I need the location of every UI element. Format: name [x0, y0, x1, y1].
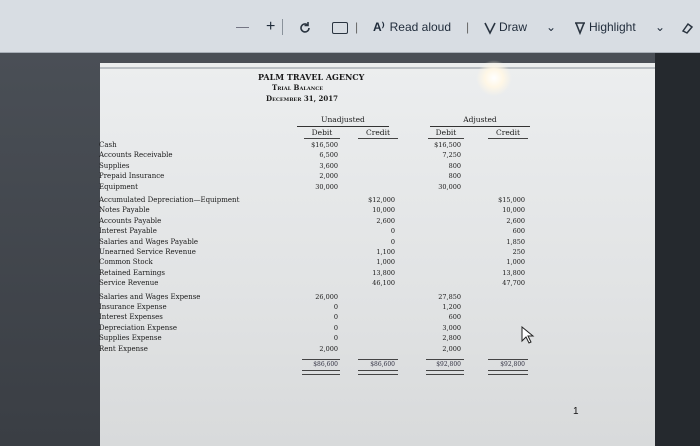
read-aloud-label: Read aloud [389, 20, 452, 34]
amount-cell: 0 [333, 334, 338, 343]
account-name: Salaries and Wages Payable [99, 237, 199, 246]
amount-cell: 0 [390, 237, 395, 246]
account-name: Accounts Receivable [99, 151, 173, 160]
right-panel-edge [655, 53, 700, 446]
account-name: Interest Payable [99, 227, 157, 236]
amount-cell: 1,000 [506, 258, 525, 267]
mouse-pointer-icon [521, 326, 535, 344]
account-name: Depreciation Expense [99, 323, 177, 332]
eraser-icon [680, 21, 694, 35]
amount-cell: 10,000 [372, 206, 395, 215]
highlighter-icon [574, 21, 586, 35]
account-name: Accumulated Depreciation—Equipment [99, 196, 240, 204]
amount-cell: 3,600 [319, 161, 338, 170]
col-unadjusted-debit: Debit [311, 128, 333, 137]
page-number: 1 [573, 406, 579, 417]
draw-button[interactable] [484, 18, 527, 36]
group-unadjusted: Unadjusted [321, 115, 365, 124]
account-name: Supplies Expense [99, 334, 162, 343]
company-name: PALM TRAVEL AGENCY [258, 72, 365, 82]
amount-cell: 250 [512, 248, 525, 256]
total-adjusted-credit: $92,800 [500, 361, 525, 368]
read-aloud-icon: A⁾ [373, 20, 385, 34]
amount-cell: 0 [390, 227, 395, 236]
amount-cell: 1,000 [376, 258, 395, 267]
page-view-button[interactable] [332, 18, 348, 36]
amount-cell: 2,000 [319, 172, 338, 181]
amount-cell: 0 [333, 323, 338, 332]
amount-cell: 3,000 [442, 323, 461, 332]
amount-cell: 6,500 [319, 151, 338, 160]
amount-cell: $12,000 [368, 196, 395, 204]
amount-cell: 1,850 [506, 237, 525, 246]
account-name: Notes Payable [99, 206, 150, 215]
report-title: Trial Balance [272, 83, 324, 92]
zoom-out-button[interactable]: — [236, 19, 249, 34]
amount-cell: 47,700 [502, 279, 525, 288]
total-unadjusted-credit: $86,600 [370, 361, 395, 368]
amount-cell: 2,800 [442, 334, 461, 343]
amount-cell: 2,000 [319, 344, 338, 353]
amount-cell: 800 [448, 172, 461, 181]
chevron-down-icon: ⌄ [655, 20, 666, 34]
erase-button[interactable] [680, 18, 694, 36]
pen-icon [484, 21, 496, 35]
highlight-dropdown-chevron[interactable] [655, 18, 665, 36]
amount-cell: 0 [333, 303, 338, 311]
group-adjusted: Adjusted [463, 115, 497, 124]
col-adjusted-credit: Credit [496, 128, 520, 137]
account-name: Interest Expenses [99, 313, 163, 322]
amount-cell: 2,600 [506, 216, 525, 225]
read-aloud-button[interactable] [373, 18, 451, 36]
amount-cell: 1,200 [442, 303, 461, 311]
account-name: Unearned Service Revenue [99, 248, 196, 256]
draw-label: Draw [499, 20, 528, 34]
amount-cell: 27,850 [438, 292, 461, 301]
account-name: Common Stock [99, 258, 153, 267]
highlight-label: Highlight [589, 20, 636, 34]
account-name: Accounts Payable [99, 216, 162, 225]
draw-dropdown-chevron[interactable] [546, 18, 556, 36]
account-name: Salaries and Wages Expense [99, 292, 201, 301]
amount-cell: $15,000 [498, 196, 525, 204]
report-date: December 31, 2017 [266, 94, 338, 103]
amount-cell: 30,000 [438, 182, 461, 191]
amount-cell: 600 [448, 313, 461, 322]
page-view-icon [332, 22, 348, 34]
toolbar-separator: | [355, 20, 359, 34]
col-adjusted-debit: Debit [435, 128, 457, 137]
amount-cell: 10,000 [502, 206, 525, 215]
amount-cell: $16,500 [434, 141, 461, 149]
account-name: Equipment [99, 182, 138, 191]
total-adjusted-debit: $92,800 [436, 361, 461, 368]
chevron-down-icon: ⌄ [546, 20, 557, 34]
amount-cell: 2,000 [442, 344, 461, 353]
col-unadjusted-credit: Credit [366, 128, 390, 137]
highlight-button[interactable] [574, 18, 636, 36]
toolbar-separator: | [466, 20, 470, 34]
amount-cell: 26,000 [315, 292, 338, 301]
account-name: Insurance Expense [99, 303, 167, 311]
reader-toolbar [0, 0, 700, 53]
account-name: Cash [99, 141, 117, 149]
amount-cell: 1,100 [376, 248, 395, 256]
account-name: Rent Expense [99, 344, 148, 353]
account-name: Service Revenue [99, 279, 159, 288]
amount-cell: 2,600 [376, 216, 395, 225]
amount-cell: 7,250 [442, 151, 461, 160]
account-name: Retained Earnings [99, 268, 165, 277]
amount-cell: 13,800 [372, 268, 395, 277]
account-name: Prepaid Insurance [99, 172, 165, 181]
amount-cell: 0 [333, 313, 338, 322]
account-name: Supplies [99, 161, 130, 170]
amount-cell: 30,000 [315, 182, 338, 191]
rotate-button[interactable] [297, 18, 313, 36]
total-unadjusted-debit: $86,600 [313, 361, 338, 368]
amount-cell: $16,500 [311, 141, 338, 149]
rotate-icon [297, 20, 313, 36]
amount-cell: 46,100 [372, 279, 395, 288]
zoom-in-button[interactable]: + [266, 18, 276, 35]
page-top-rule [100, 67, 655, 69]
amount-cell: 13,800 [502, 268, 525, 277]
amount-cell: 800 [448, 161, 461, 170]
amount-cell: 600 [512, 227, 525, 236]
photo-glare [476, 60, 512, 96]
